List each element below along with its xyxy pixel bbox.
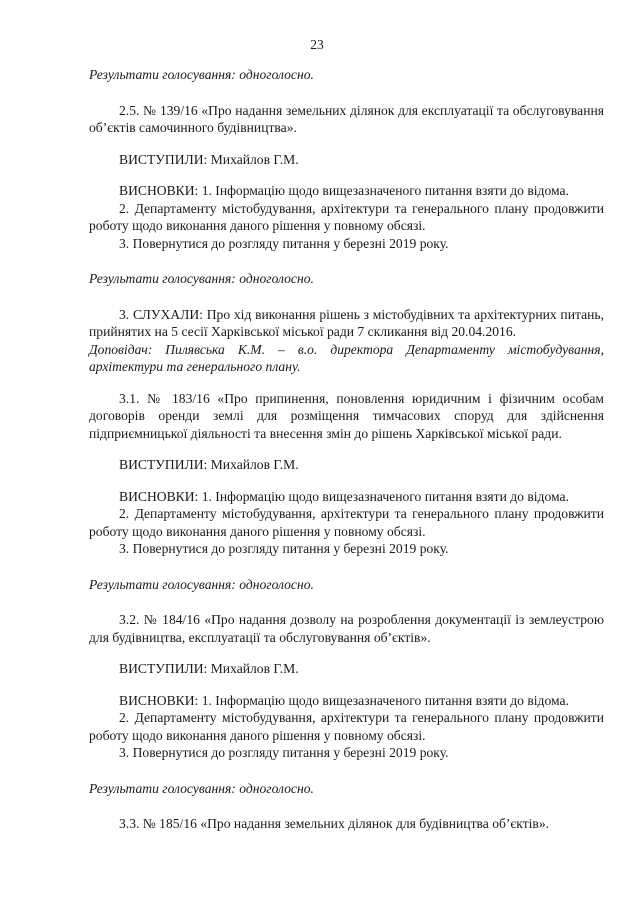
speakers-line: ВИСТУПИЛИ: Михайлов Г.М.: [119, 151, 299, 167]
voting-result: Результати голосування: одноголосно.: [89, 271, 314, 286]
agenda-item: 3.3. № 185/16 «Про надання земельних ділянок для будівництва об’єктів».: [119, 816, 550, 831]
conclusion-1: ВИСНОВКИ: 1. Інформацію щодо вищезазначеного питання взяти до відома.: [119, 488, 569, 504]
agenda-item: 3.2. № 184/16 «Про надання дозволу на розроблення документації із землеустрою для будівництва, експлуатації та обслуговування об’єктів».: [89, 612, 604, 645]
conclusion-2: 2. Департаменту містобудування, архітектури та генерального плану продовжити роботу щодо виконання даного рішення у повному обсязі.: [89, 710, 604, 743]
page-number: 23: [310, 37, 324, 52]
conclusion-3: 3. Повернутися до розгляду питання у березні 2019 року.: [119, 745, 449, 760]
voting-result: Результати голосування: одноголосно.: [89, 780, 314, 796]
speakers-line: ВИСТУПИЛИ: Михайлов Г.М.: [119, 661, 299, 676]
agenda-item: 2.5. № 139/16 «Про надання земельних ділянок для експлуатації та обслуговування об’єктів самочинного будівництва».: [89, 102, 604, 135]
conclusion-2: 2. Департаменту містобудування, архітектури та генерального плану продовжити роботу щодо виконання даного рішення у повному обсязі.: [89, 506, 604, 539]
heard-section: 3. СЛУХАЛИ: Про хід виконання рішень з містобудівних та архітектурних питань, прийнятих на 5 сесії Харківської міської ради 7 скликання від 20.04.2016.: [89, 306, 604, 339]
voting-result: Результати голосування: одноголосно.: [89, 67, 314, 82]
conclusion-2: 2. Департаменту містобудування, архітектури та генерального плану продовжити роботу щодо виконання даного рішення у повному обсязі.: [89, 200, 604, 233]
voting-result: Результати голосування: одноголосно.: [89, 576, 314, 592]
conclusion-3: 3. Повернутися до розгляду питання у березні 2019 року.: [119, 541, 449, 556]
conclusion-1: ВИСНОВКИ: 1. Інформацію щодо вищезазначеного питання взяти до відома.: [119, 692, 569, 708]
agenda-item: 3.1. № 183/16 «Про припинення, поновлення юридичним і фізичним особам договорів оренди землі для розміщення тимчасових споруд для здійснення підприємницької діяльності та внесення змін до рішень Харківської міської ради.: [89, 390, 604, 441]
conclusion-3: 3. Повернутися до розгляду питання у березні 2019 року.: [119, 235, 449, 251]
speakers-line: ВИСТУПИЛИ: Михайлов Г.М.: [119, 457, 299, 472]
document-body: [89, 66, 604, 833]
reporter-line: Доповідач: Пилявська К.М. – в.о. директора Департаменту містобудування, архітектури та генерального плану.: [89, 341, 604, 374]
conclusion-1: ВИСНОВКИ: 1. Інформацію щодо вищезазначеного питання взяти до відома.: [119, 183, 569, 198]
